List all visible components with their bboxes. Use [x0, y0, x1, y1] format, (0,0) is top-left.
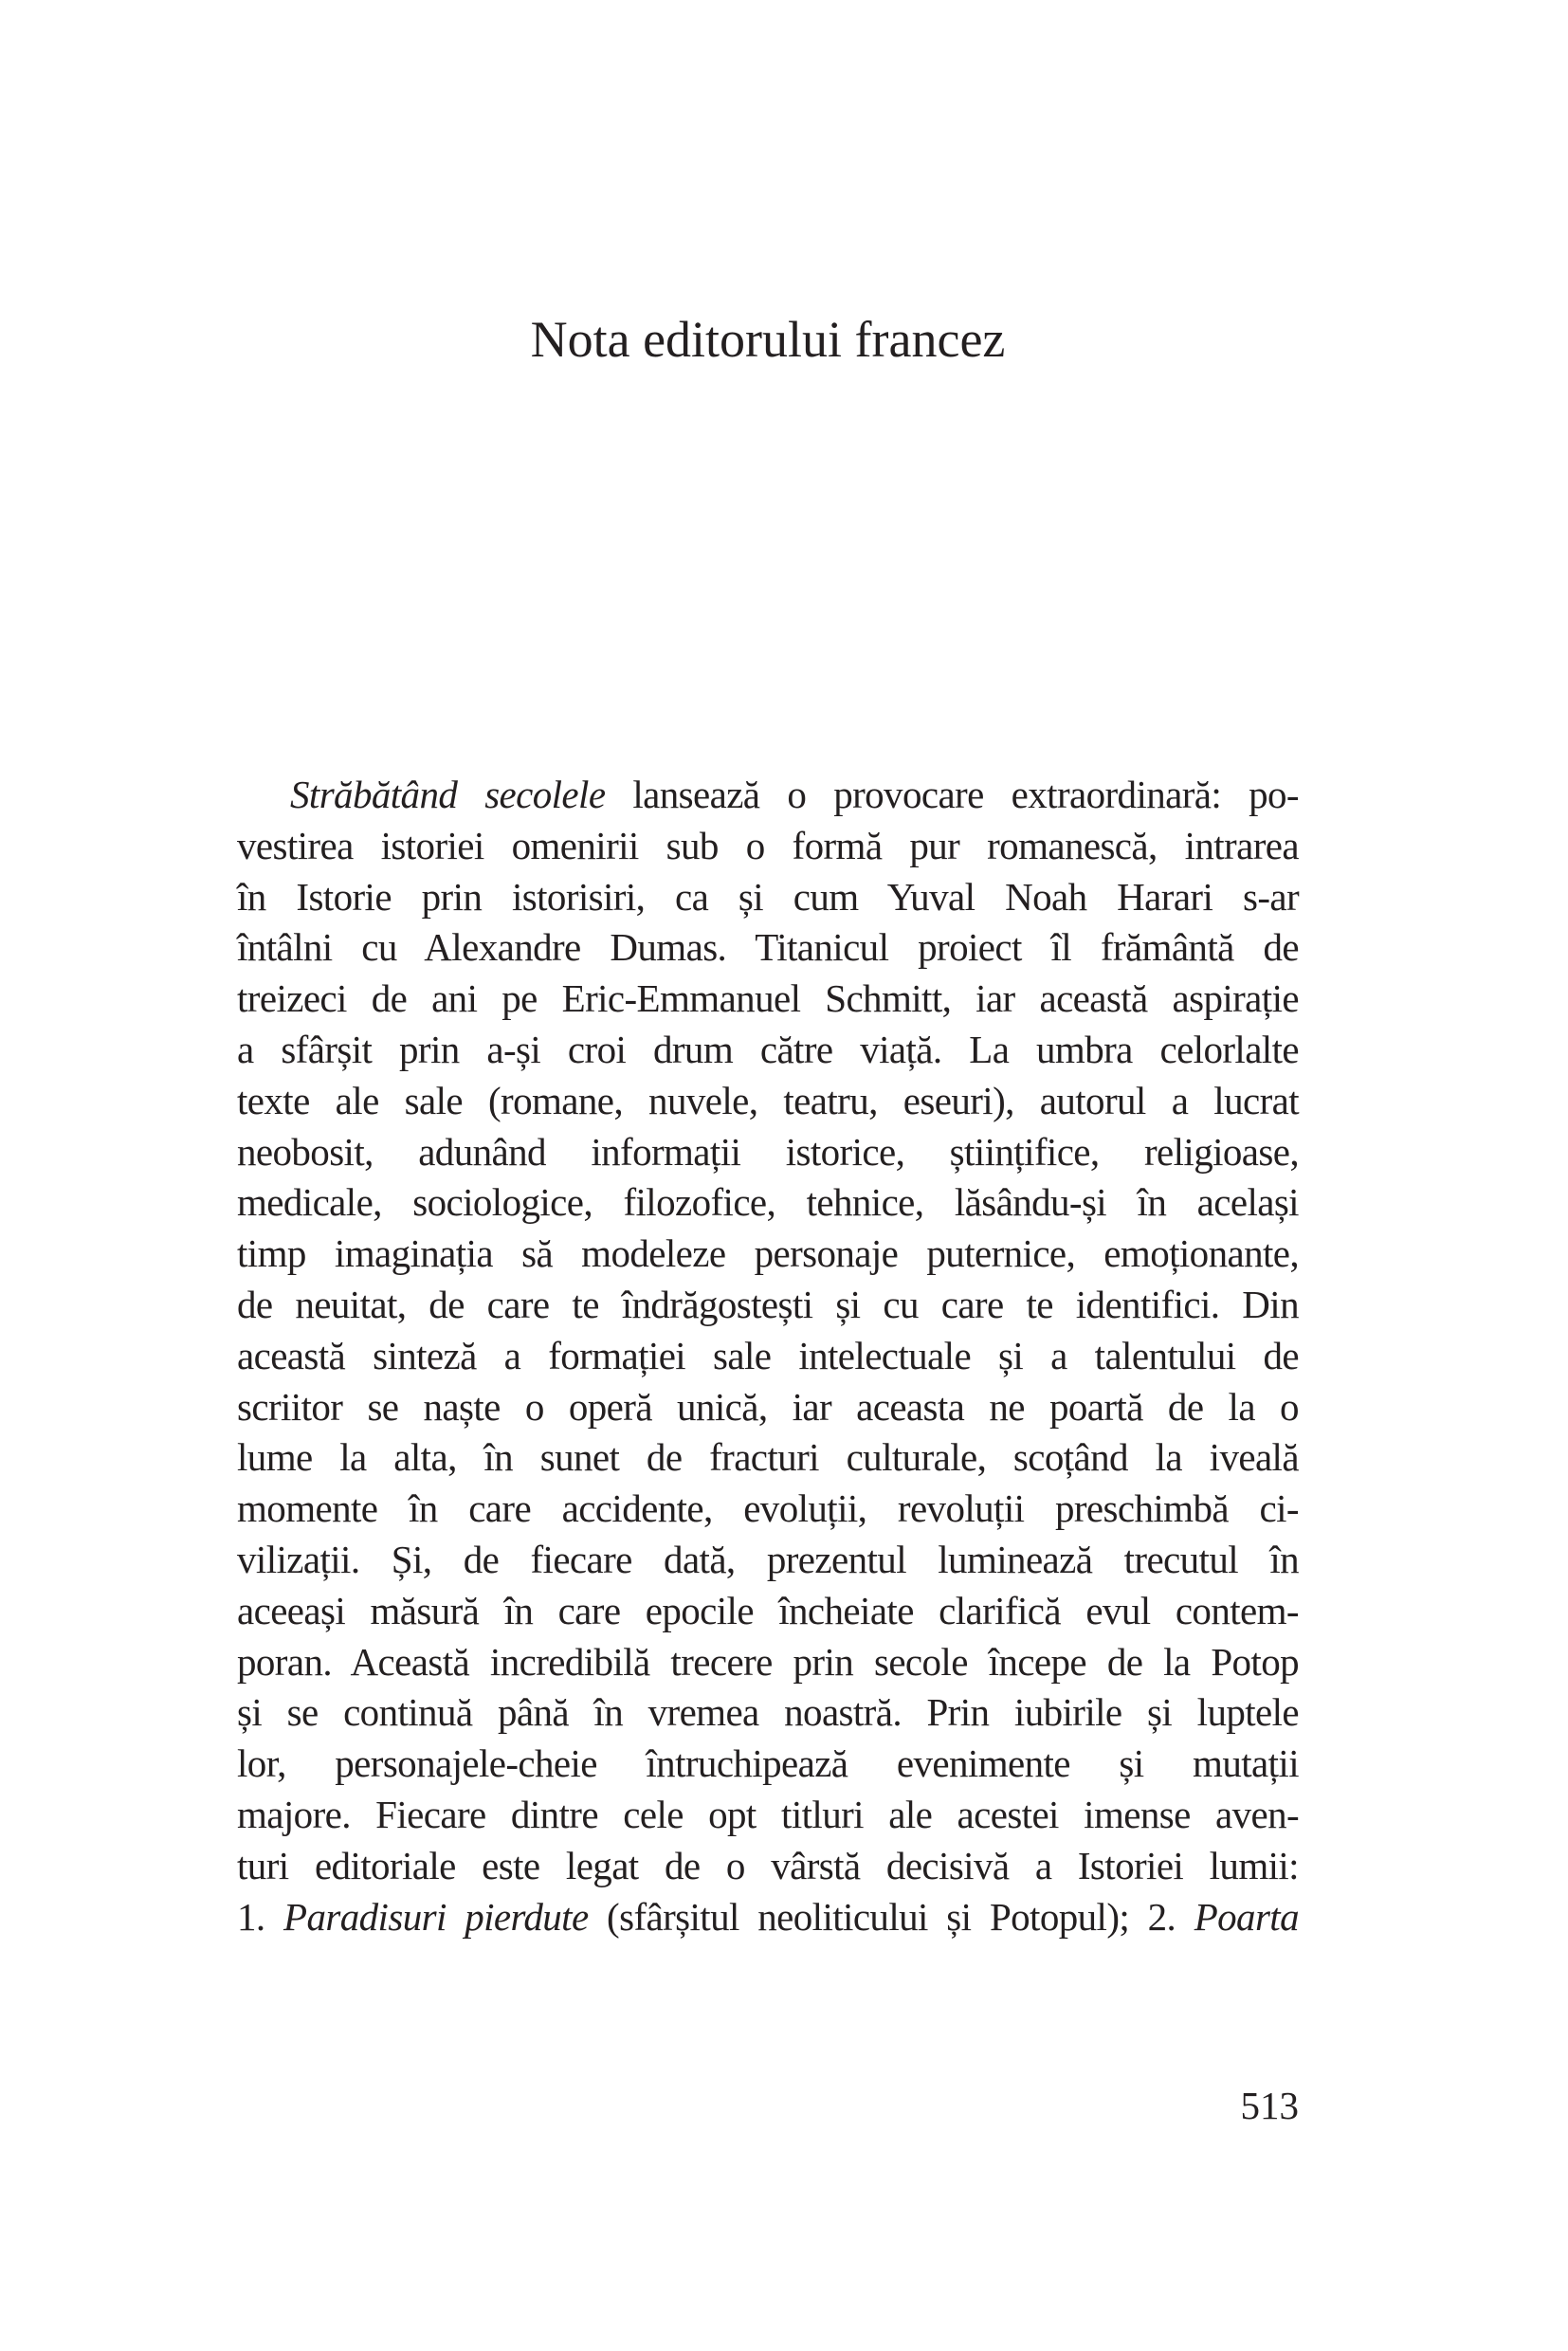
text-segment: treizeci de ani pe Eric-Emmanuel Schmitt, iar această aspirație — [237, 976, 1299, 1021]
text-line — [237, 1586, 1299, 1637]
text-line — [237, 1229, 1299, 1280]
text-line — [237, 872, 1299, 923]
text-segment: a sfârșit prin a-și croi drum către viață. La umbra celorlalte — [237, 1027, 1299, 1071]
text-line — [237, 1076, 1299, 1127]
text-segment: 1. — [237, 1894, 284, 1939]
text-segment: (sfârșitul neoliticului și Potopul); 2. — [588, 1894, 1194, 1939]
text-segment: timp imaginația să modeleze personaje puternice, emoționante, — [237, 1231, 1300, 1276]
text-segment: poran. Această incredibilă trecere prin secole începe de la Potop — [237, 1639, 1300, 1684]
text-line — [237, 1535, 1299, 1586]
text-segment: aceeași măsură în care epocile încheiate clarifică evul contem- — [237, 1588, 1299, 1632]
text-segment: această sinteză a formației sale intelectuale și a talentului de — [237, 1333, 1299, 1377]
text-line — [237, 1177, 1299, 1229]
text-segment: de neuitat, de care te îndrăgostești și cu care te identifici. Din — [237, 1282, 1299, 1326]
text-line — [237, 1382, 1299, 1433]
text-segment: vilizații. Și, de fiecare dată, prezentul luminează trecutul în — [237, 1537, 1300, 1581]
italic-title-text: Străbătând secolele — [290, 773, 606, 816]
text-line — [237, 1280, 1299, 1331]
text-line — [237, 770, 1299, 821]
text-line — [237, 1790, 1299, 1841]
text-segment: lor, personajele-cheie întruchipează evenimente și mutații — [237, 1741, 1300, 1786]
text-line — [237, 1637, 1299, 1688]
text-line — [237, 1687, 1299, 1739]
text-segment: momente în care accidente, evoluții, revoluții preschimbă ci- — [237, 1486, 1299, 1531]
text-segment: lume la alta, în sunet de fracturi culturale, scoțând la iveală — [237, 1435, 1299, 1480]
text-line — [237, 974, 1299, 1025]
text-line — [237, 1432, 1299, 1484]
text-line — [237, 922, 1299, 974]
text-segment: medicale, sociologice, filozofice, tehnice, lăsându-și în același — [237, 1180, 1299, 1225]
chapter-title: Nota editorului francez — [530, 311, 1006, 368]
text-segment: neobosit, adunând informații istorice, științifice, religioase, — [237, 1129, 1299, 1174]
text-segment: lansează o provocare extraordinară: po- — [605, 773, 1299, 816]
text-line — [237, 1331, 1299, 1382]
italic-title-text: Paradisuri pierdute — [283, 1894, 589, 1939]
text-line — [237, 1892, 1299, 1943]
text-line — [237, 1025, 1299, 1076]
body-paragraph — [237, 770, 1299, 1942]
text-segment: majore. Fiecare dintre cele opt titluri ale acestei imense aven- — [237, 1792, 1300, 1836]
text-segment: în Istorie prin istorisiri, ca și cum Yuval Noah Harari s-ar — [237, 874, 1300, 919]
text-segment: scriitor se naște o operă unică, iar aceasta ne poartă de la o — [237, 1384, 1299, 1429]
text-segment: texte ale sale (romane, nuvele, teatru, eseuri), autorul a lucrat — [237, 1078, 1300, 1122]
text-line — [237, 1841, 1299, 1892]
page-number: 513 — [1240, 2084, 1299, 2127]
text-segment: turi editoriale este legat de o vârstă decisivă a Istoriei lumii: — [237, 1843, 1299, 1887]
text-segment: vestirea istoriei omenirii sub o formă pur romanescă, intrarea — [237, 823, 1299, 867]
italic-title-text: Poarta — [1194, 1894, 1299, 1939]
text-segment: întâlni cu Alexandre Dumas. Titanicul proiect îl frământă de — [237, 925, 1299, 970]
text-segment: și se continuă până în vremea noastră. Prin iubirile și luptele — [237, 1690, 1300, 1735]
text-line — [237, 1127, 1299, 1178]
text-line — [237, 1739, 1299, 1790]
text-line — [237, 821, 1299, 872]
text-line — [237, 1484, 1299, 1535]
